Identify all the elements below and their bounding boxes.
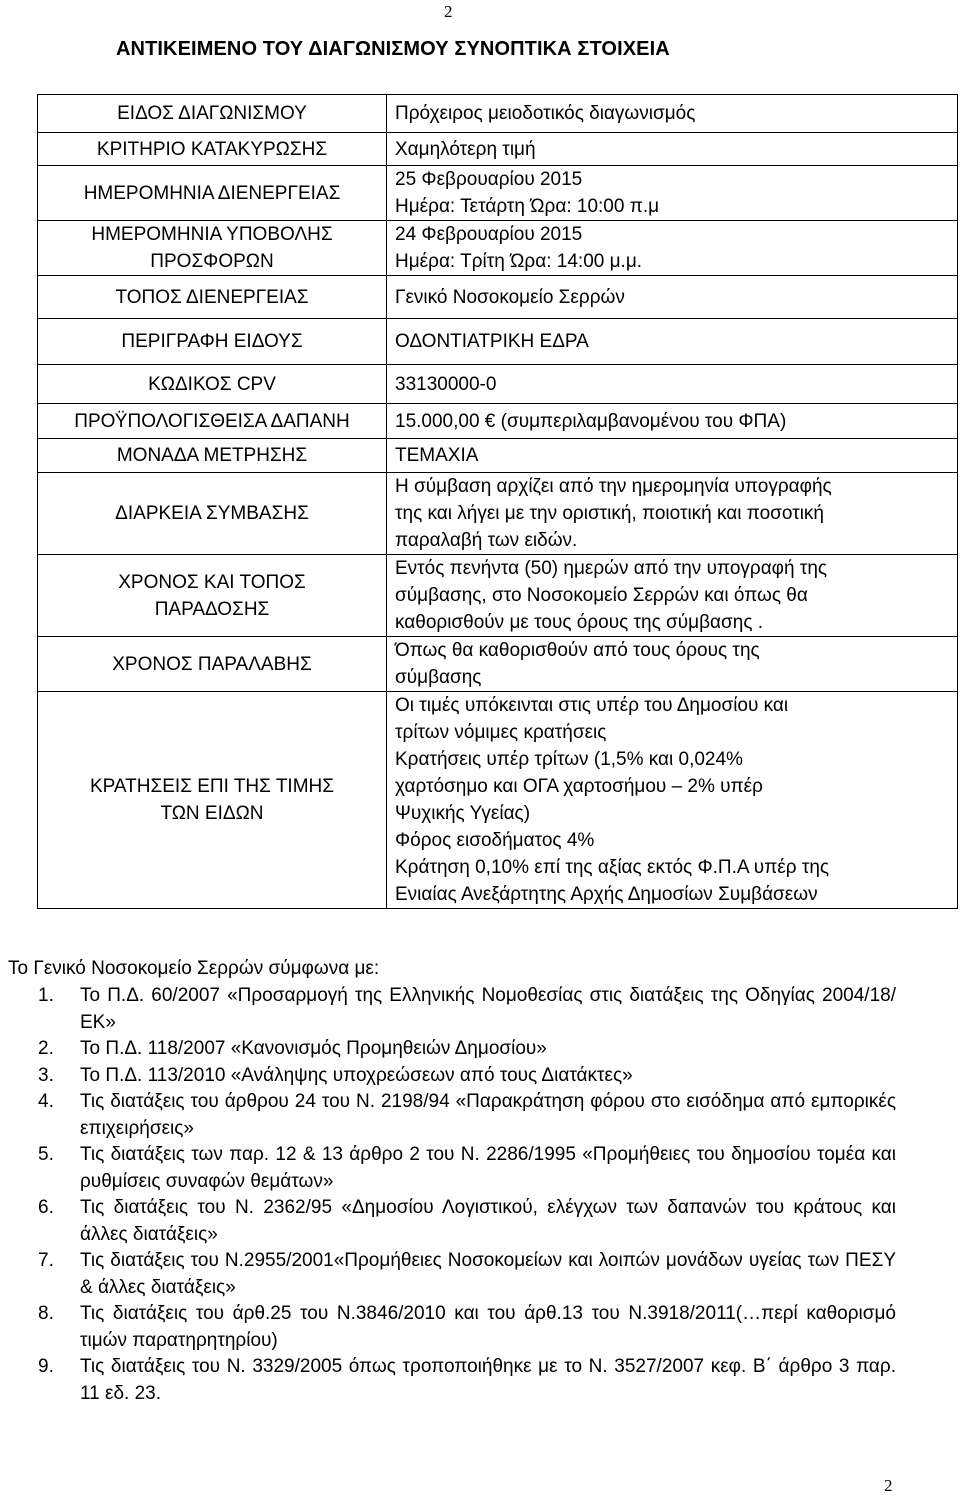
list-item xyxy=(38,1142,896,1195)
field-label: ΗΜΕΡΟΜΗΝΙΑ ΔΙΕΝΕΡΓΕΙΑΣ xyxy=(83,182,341,204)
field-label: ΚΡΑΤΗΣΕΙΣ ΕΠΙ ΤΗΣ ΤΙΜΗΣ xyxy=(89,776,335,797)
field-label-cell xyxy=(38,365,387,404)
field-value-cell xyxy=(387,404,958,439)
field-label: ΚΡΙΤΗΡΙΟ ΚΑΤΑΚΥΡΩΣΗΣ xyxy=(96,138,328,160)
field-label: ΗΜΕΡΟΜΗΝΙΑ ΥΠΟΒΟΛΗΣ xyxy=(91,224,333,245)
field-label: ΠΡΟΣΦΟΡΩΝ xyxy=(150,251,274,272)
list-item-number: 1. xyxy=(38,985,54,1006)
field-label-cell xyxy=(38,319,387,365)
field-label-cell xyxy=(38,692,387,909)
field-label: ΤΩΝ ΕΙΔΩΝ xyxy=(160,803,264,824)
field-label: ΚΩΔΙΚΟΣ CPV xyxy=(148,373,276,395)
field-label-cell xyxy=(38,95,387,133)
field-value-cell xyxy=(387,166,958,221)
list-item-number: 7. xyxy=(38,1250,54,1271)
field-value: Η σύμβαση αρχίζει από την ημερομηνία υπογραφής xyxy=(395,476,832,497)
field-value: Χαμηλότερη τιμή xyxy=(395,138,536,160)
field-label-cell xyxy=(38,166,387,221)
field-value: Κρατήσεις υπέρ τρίτων (1,5% και 0,024% xyxy=(395,749,743,770)
field-value: 33130000-0 xyxy=(395,373,497,395)
field-value: σύμβασης, στο Νοσοκομείο Σερρών και όπως θα xyxy=(395,585,808,606)
field-value: Φόρος εισοδήματος 4% xyxy=(395,830,595,851)
table-row xyxy=(38,166,958,221)
list-item xyxy=(38,1036,896,1063)
field-value: χαρτόσημο και ΟΓΑ χαρτοσήμου – 2% υπέρ xyxy=(395,776,763,797)
summary-table xyxy=(37,94,958,909)
field-value: Ημέρα: Τετάρτη Ώρα: 10:00 π.μ xyxy=(395,196,660,217)
field-value: Ψυχικής Υγείας) xyxy=(395,803,531,824)
list-item-text: Το Π.Δ. 113/2010 «Ανάληψης υποχρεώσεων από τους Διατάκτες» xyxy=(80,1064,633,1086)
field-value: Γενικό Νοσοκομείο Σερρών xyxy=(395,286,625,308)
field-label-cell xyxy=(38,221,387,276)
table-row xyxy=(38,637,958,692)
field-value-cell xyxy=(387,95,958,133)
table-row xyxy=(38,404,958,439)
list-item xyxy=(38,1063,896,1090)
field-value: Ενιαίας Ανεξάρτητης Αρχής Δημοσίων Συμβάσεων xyxy=(395,884,818,905)
field-value-cell xyxy=(387,365,958,404)
list-item-number: 5. xyxy=(38,1144,54,1165)
list-item-text: Τις διατάξεις των παρ. 12 & 13 άρθρο 2 του Ν. 2286/1995 «Προμήθειες του δημοσίου τομέα και ρυθμίσεις συναφών θεμάτων» xyxy=(80,1144,896,1192)
field-label: ΤΟΠΟΣ ΔΙΕΝΕΡΓΕΙΑΣ xyxy=(115,286,309,308)
field-value: σύμβασης xyxy=(395,667,482,688)
field-label: ΧΡΟΝΟΣ ΠΑΡΑΛΑΒΗΣ xyxy=(112,653,312,675)
list-item xyxy=(38,983,896,1036)
field-label: ΠΡΟΫΠΟΛΟΓΙΣΘΕΙΣΑ ΔΑΠΑΝΗ xyxy=(74,410,350,432)
field-value-cell xyxy=(387,473,958,555)
table-row xyxy=(38,692,958,909)
table-row xyxy=(38,555,958,637)
field-value: 24 Φεβρουαρίου 2015 xyxy=(395,224,583,245)
field-value-cell xyxy=(387,555,958,637)
field-value-cell xyxy=(387,221,958,276)
list-item-text: Το Π.Δ. 118/2007 «Κανονισμός Προμηθειών Δημοσίου» xyxy=(80,1038,547,1059)
field-label-cell xyxy=(38,276,387,319)
legal-basis-intro: Το Γενικό Νοσοκομείο Σερρών σύμφωνα με: xyxy=(8,958,380,979)
table-row xyxy=(38,276,958,319)
field-label-cell xyxy=(38,555,387,637)
field-value-cell xyxy=(387,439,958,473)
table-row xyxy=(38,133,958,166)
field-value: παραλαβή των ειδών. xyxy=(395,530,578,551)
field-label: ΧΡΟΝΟΣ ΚΑΙ ΤΟΠΟΣ xyxy=(118,571,306,593)
list-item-number: 6. xyxy=(38,1197,54,1218)
field-label: ΜΟΝΑΔΑ ΜΕΤΡΗΣΗΣ xyxy=(116,445,308,466)
page-number-top: 2 xyxy=(444,2,453,21)
list-item xyxy=(38,1354,896,1407)
field-value-cell xyxy=(387,637,958,692)
field-label: ΠΕΡΙΓΡΑΦΗ ΕΙΔΟΥΣ xyxy=(121,331,303,352)
table-row xyxy=(38,95,958,133)
list-item-text: Τις διατάξεις του άρθρου 24 του Ν. 2198/94 «Παρακράτηση φόρου στο εισόδημα από εμπορικές επιχειρήσεις» xyxy=(80,1091,896,1139)
list-item-number: 3. xyxy=(38,1064,54,1086)
list-item-text: Τις διατάξεις του Ν.2955/2001«Προμήθειες Νοσοκομείων και λοιπών μονάδων υγείας των ΠΕΣΥ & άλλες διατάξεις» xyxy=(80,1250,896,1298)
field-value: τρίτων νόμιμες κρατήσεις xyxy=(395,722,607,743)
field-value-cell xyxy=(387,133,958,166)
field-label-cell xyxy=(38,439,387,473)
field-value: Οι τιμές υπόκεινται στις υπέρ του Δημοσίου και xyxy=(395,695,789,716)
list-item-text: Το Π.Δ. 60/2007 «Προσαρμογή της Ελληνικής Νομοθεσίας στις διατάξεις της Οδηγίας 2004/18/ΕΚ» xyxy=(80,985,896,1033)
field-value: Ημέρα: Τρίτη Ώρα: 14:00 μ.μ. xyxy=(395,251,643,272)
list-item xyxy=(38,1089,896,1142)
list-item-number: 4. xyxy=(38,1091,54,1112)
table-row xyxy=(38,319,958,365)
field-label-cell xyxy=(38,133,387,166)
table-row xyxy=(38,221,958,276)
list-item xyxy=(38,1195,896,1248)
field-value-cell xyxy=(387,319,958,365)
list-item-number: 8. xyxy=(38,1303,54,1324)
field-value: ΟΔΟΝΤΙΑΤΡΙΚΗ ΕΔΡΑ xyxy=(395,331,589,352)
table-row xyxy=(38,473,958,555)
table-row xyxy=(38,439,958,473)
list-item xyxy=(38,1248,896,1301)
field-value: 25 Φεβρουαρίου 2015 xyxy=(395,169,583,190)
field-value: Εντός πενήντα (50) ημερών από την υπογραφή της xyxy=(395,558,828,579)
field-value: Πρόχειρος μειοδοτικός διαγωνισμός xyxy=(395,103,696,124)
field-value: 15.000,00 € (συμπεριλαμβανομένου του ΦΠΑ) xyxy=(395,410,787,432)
field-label-cell xyxy=(38,404,387,439)
list-item-number: 2. xyxy=(38,1038,54,1059)
list-item-text: Τις διατάξεις του Ν. 2362/95 «Δημοσίου Λογιστικού, ελέγχων των δαπανών του κράτους και άλλες διατάξεις» xyxy=(80,1197,896,1245)
field-value: καθορισθούν με τους όρους της σύμβασης . xyxy=(395,612,764,633)
table-row xyxy=(38,365,958,404)
list-item-text: Τις διατάξεις του άρθ.25 του Ν.3846/2010 και του άρθ.13 του Ν.3918/2011(…περί καθορισμό τιμών παρατηρητηρίου) xyxy=(80,1303,896,1351)
field-label: ΠΑΡΑΔΟΣΗΣ xyxy=(154,598,270,620)
summary-table-body xyxy=(38,95,958,909)
field-value: της και λήγει με την οριστική, ποιοτική και ποσοτική xyxy=(395,503,824,524)
field-label-cell xyxy=(38,473,387,555)
field-value: ΤΕΜΑΧΙΑ xyxy=(395,445,479,466)
field-value-cell xyxy=(387,692,958,909)
field-label: ΕΙΔΟΣ ΔΙΑΓΩΝΙΣΜΟΥ xyxy=(117,103,307,124)
page-number-bottom: 2 xyxy=(884,1476,893,1495)
page-title: ΑΝΤΙΚΕΙΜΕΝΟ ΤΟΥ ΔΙΑΓΩΝΙΣΜΟΥ ΣΥΝΟΠΤΙΚΑ ΣΤΟΙΧΕΙΑ xyxy=(116,38,670,60)
list-item-text: Τις διατάξεις του Ν. 3329/2005 όπως τροποποιήθηκε με το Ν. 3527/2007 κεφ. Β΄ άρθρο 3 παρ. 11 εδ. 23. xyxy=(80,1356,896,1404)
field-value-cell xyxy=(387,276,958,319)
list-item xyxy=(38,1301,896,1354)
list-item-number: 9. xyxy=(38,1356,54,1377)
legal-basis-list xyxy=(38,983,896,1407)
field-value: Κράτηση 0,10% επί της αξίας εκτός Φ.Π.Α υπέρ της xyxy=(395,857,830,878)
field-value: Όπως θα καθορισθούν από τους όρους της xyxy=(395,640,760,661)
field-label-cell xyxy=(38,637,387,692)
field-label: ΔΙΑΡΚΕΙΑ ΣΥΜΒΑΣΗΣ xyxy=(115,503,309,524)
